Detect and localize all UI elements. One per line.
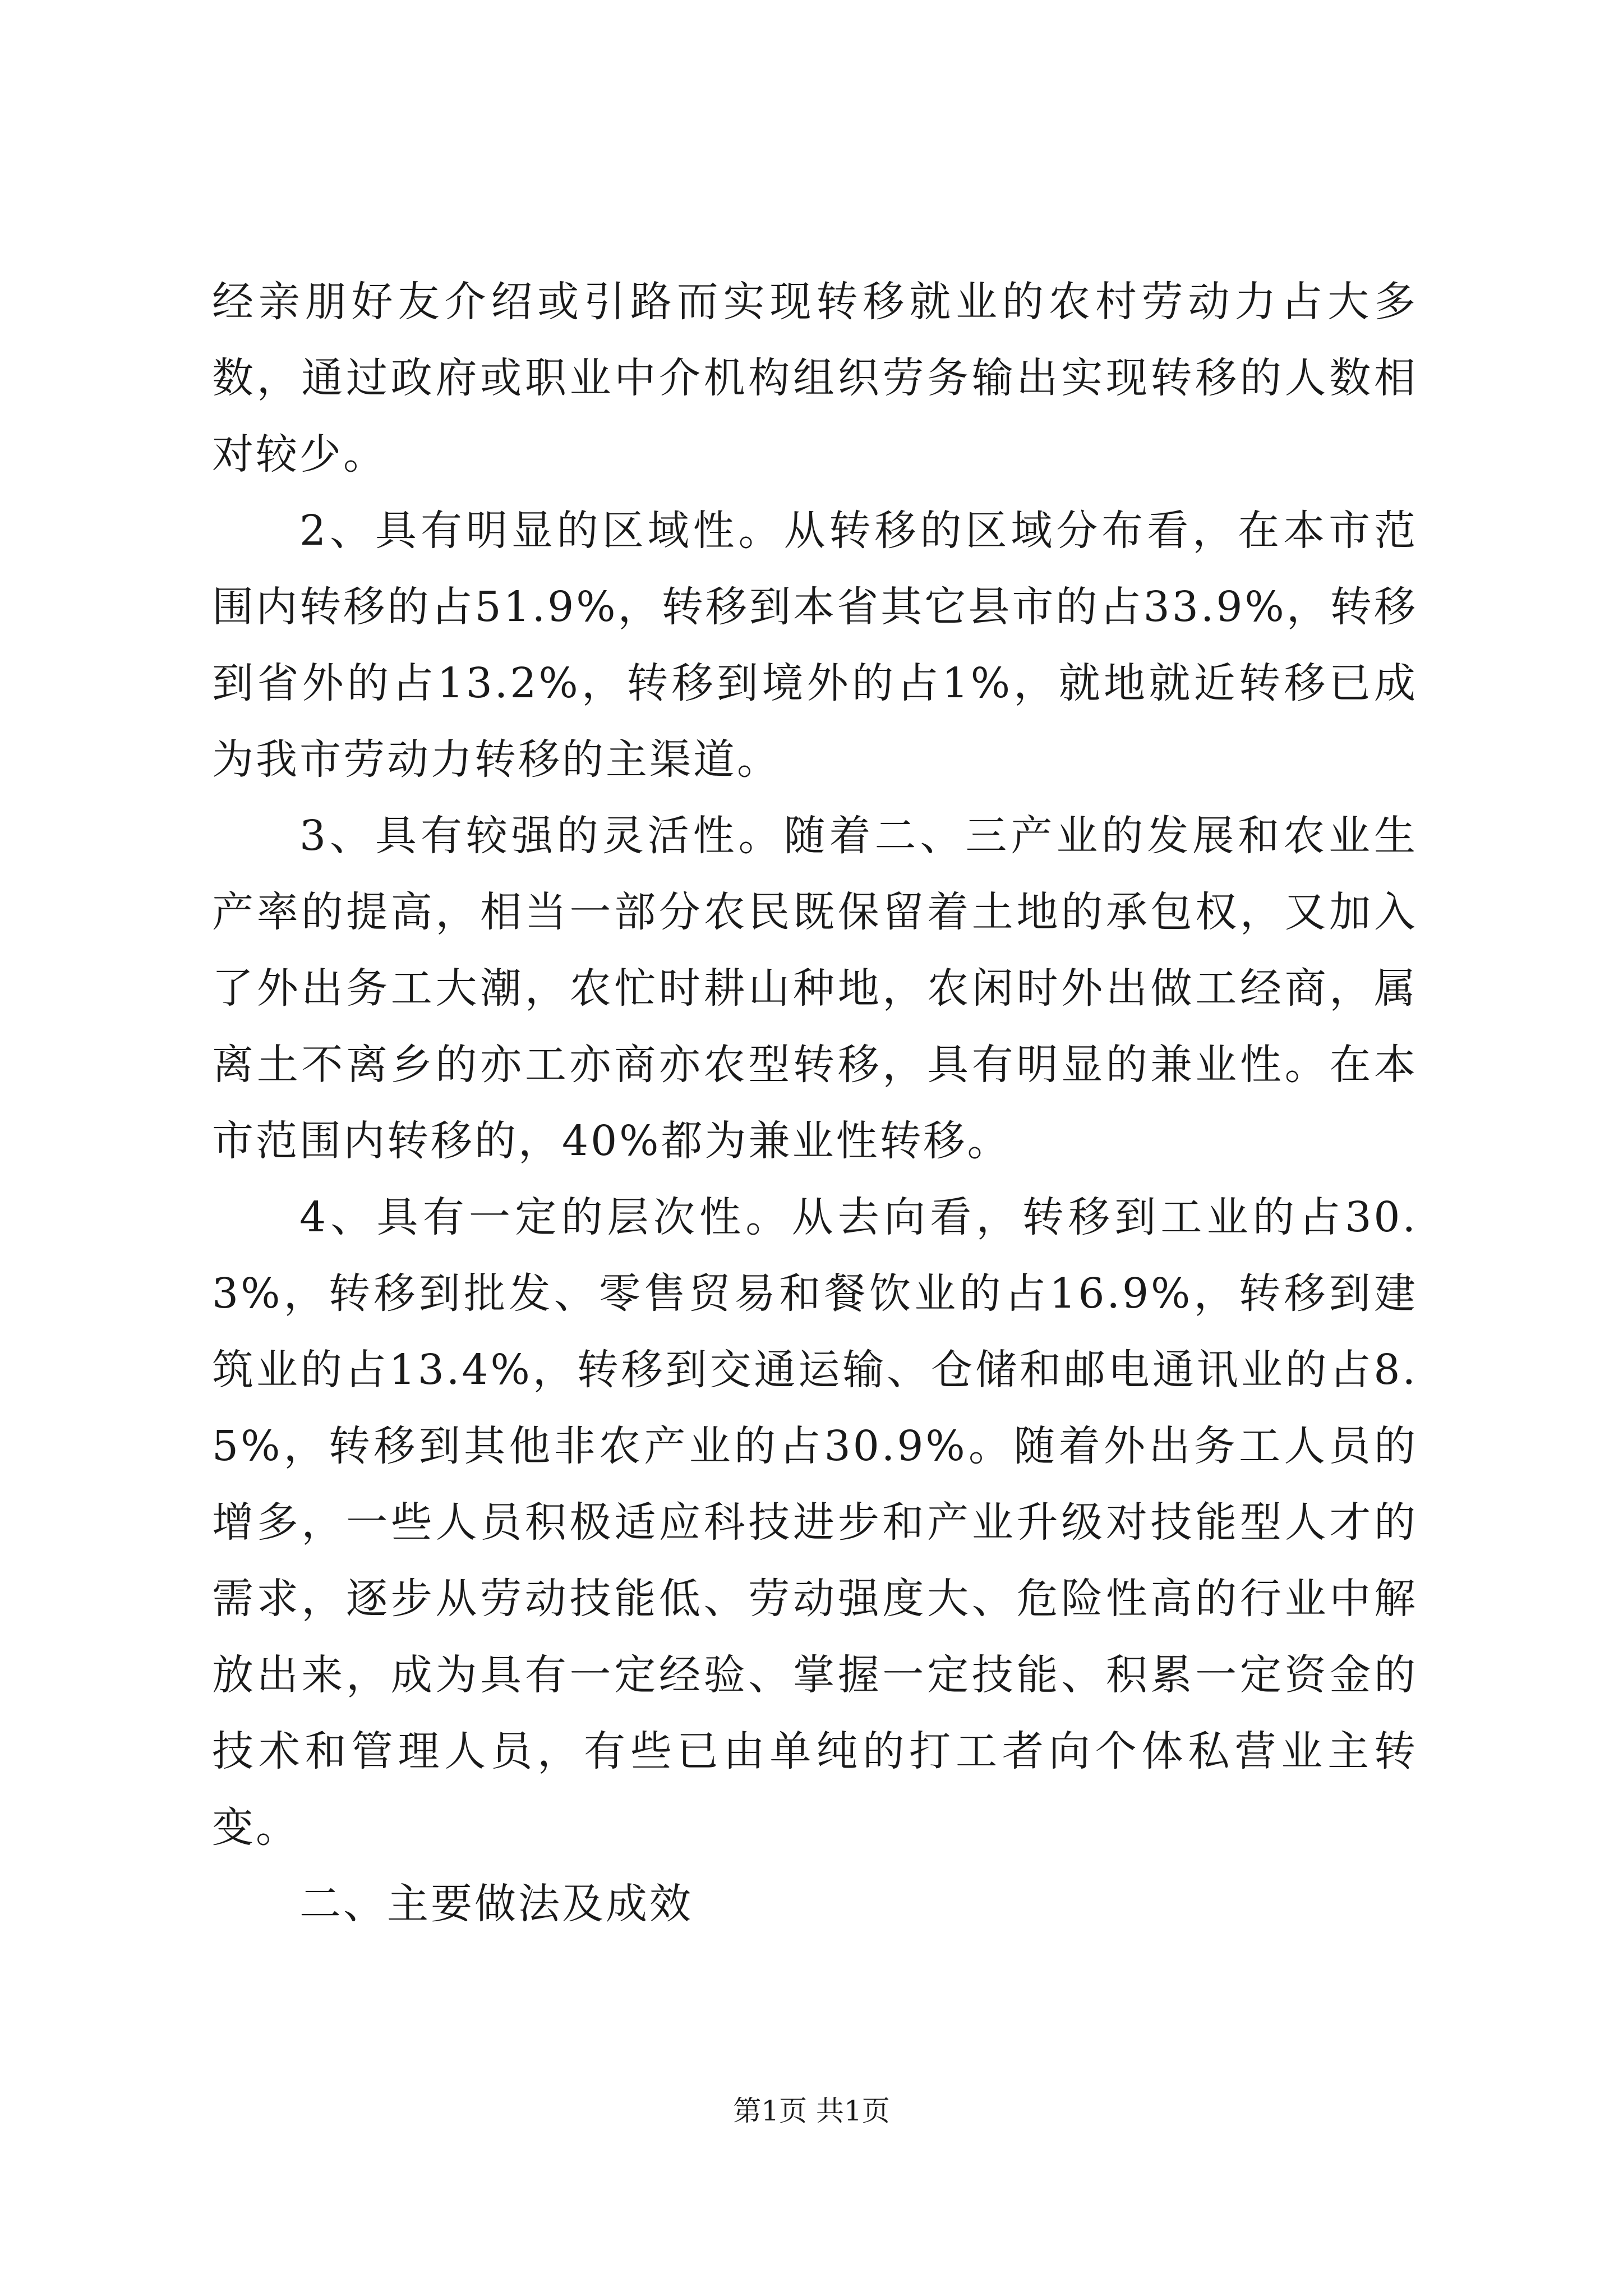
- paragraph-continuation: 经亲朋好友介绍或引路而实现转移就业的农村劳动力占大多数，通过政府或职业中介机构组织劳务输出实现转移的人数相对较少。: [212, 278, 1418, 478]
- paragraph-hierarchy: 4、具有一定的层次性。从去向看，转移到工业的占30.3%，转移到批发、零售贸易和餐饮业的占16.9%，转移到建筑业的占13.4%，转移到交通运输、仓储和邮电通讯业的占8.5%，转移到其他非农产业的占30.9%。随着外出务工人员的增多，一些人员积极适应科技进步和产业升级对技能型人才的需求，逐步从劳动技能低、劳动强度大、危险性高的行业中解放出来，成为具有一定经验、掌握一定技能、积累一定资金的技术和管理人员，有些已由单纯的打工者向个体私营业主转变。: [212, 1193, 1418, 1852]
- document-body: [212, 264, 1418, 1942]
- page-footer: 第1页 共1页: [733, 2095, 890, 2127]
- paragraph-regional: 2、具有明显的区域性。从转移的区域分布看，在本市范围内转移的占51.9%，转移到本省其它县市的占33.9%，转移到省外的占13.2%，转移到境外的占1%，就地就近转移已成为我市劳动力转移的主渠道。: [212, 507, 1418, 784]
- section-heading: 二、主要做法及成效: [299, 1880, 693, 1928]
- paragraph-flexibility: 3、具有较强的灵活性。随着二、三产业的发展和农业生产率的提高，相当一部分农民既保留着土地的承包权，又加入了外出务工大潮，农忙时耕山种地，农闲时外出做工经商，属离土不离乡的亦工亦商亦农型转移，具有明显的兼业性。在本市范围内转移的，40%都为兼业性转移。: [212, 812, 1418, 1165]
